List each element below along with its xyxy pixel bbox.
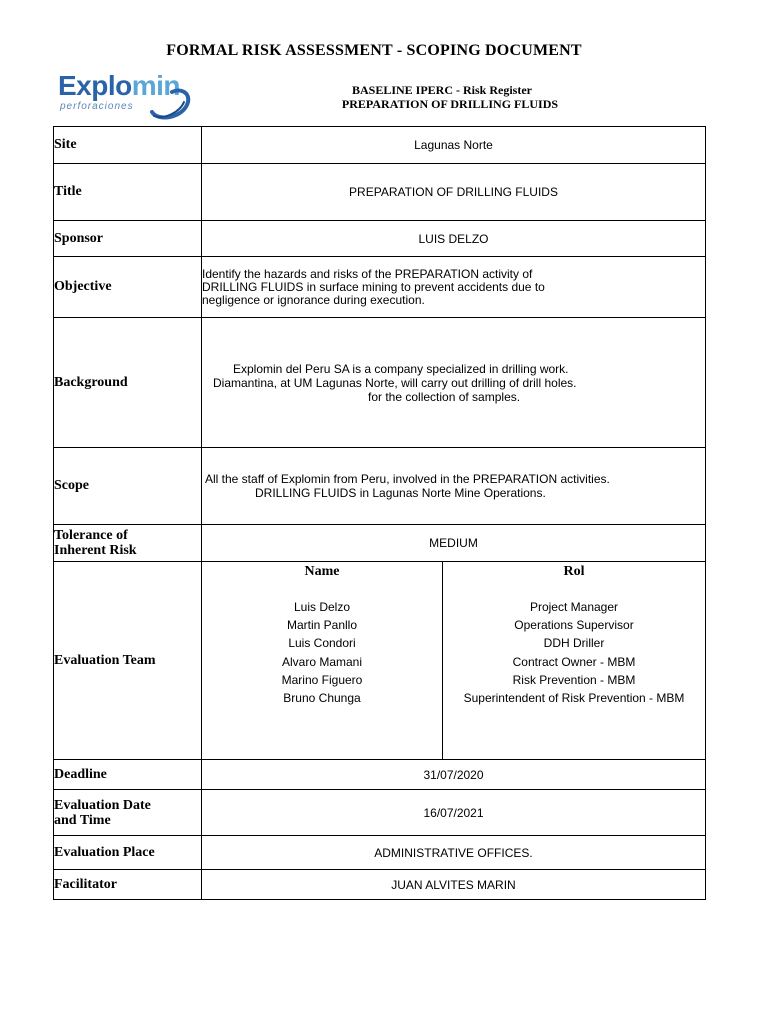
row-evaluation-place	[54, 836, 706, 870]
team-role-column	[443, 562, 706, 759]
evaluation-date-label-line: Evaluation Date	[54, 797, 151, 813]
background-line: for the collection of samples.	[368, 389, 521, 404]
tolerance-label-line: Inherent Risk	[54, 543, 137, 558]
tolerance-label	[54, 525, 202, 562]
header-line-2: PREPARATION OF DRILLING FLUIDS	[341, 97, 559, 111]
scoping-form-table	[53, 126, 706, 900]
row-tolerance	[54, 525, 706, 562]
team-member-name: Luis Delzo	[293, 600, 351, 614]
background-line: Explomin del Peru SA is a company specialized in drilling work.	[233, 361, 569, 376]
team-member-role: Risk Prevention - MBM	[512, 672, 636, 687]
scope-line: All the staff of Explomin from Peru, involved in the PREPARATION activities.	[205, 472, 610, 486]
title-label: Title	[54, 164, 202, 221]
sponsor-value: LUIS DELZO	[202, 221, 706, 257]
evaluation-date-value: 16/07/2021	[202, 790, 706, 836]
evaluation-team-label: Evaluation Team	[54, 562, 202, 760]
title-value: PREPARATION OF DRILLING FLUIDS	[202, 164, 706, 221]
logo-text-part1: Explo	[58, 70, 132, 101]
site-value: Lagunas Norte	[202, 127, 706, 164]
team-member-name: Luis Condori	[288, 636, 356, 651]
row-title	[54, 164, 706, 221]
tolerance-label-line: Tolerance of	[54, 528, 128, 543]
site-label: Site	[54, 127, 202, 164]
team-member-name: Marino Figuero	[281, 672, 363, 687]
deadline-label: Deadline	[54, 760, 202, 790]
team-role-header: Rol	[563, 564, 585, 579]
deadline-value: 31/07/2020	[202, 760, 706, 790]
tolerance-value: MEDIUM	[202, 525, 706, 562]
facilitator-label: Facilitator	[54, 870, 202, 900]
row-background	[54, 318, 706, 448]
row-evaluation-date	[54, 790, 706, 836]
facilitator-value: JUAN ALVITES MARIN	[202, 870, 706, 900]
header-line-1: BASELINE IPERC - Risk Register	[351, 83, 532, 97]
row-site	[54, 127, 706, 164]
evaluation-place-value: ADMINISTRATIVE OFFICES.	[202, 836, 706, 870]
scope-label: Scope	[54, 448, 202, 525]
team-member-role: DDH Driller	[543, 636, 605, 651]
team-member-name: Bruno Chunga	[283, 690, 361, 705]
row-evaluation-team	[54, 562, 706, 760]
row-scope	[54, 448, 706, 525]
team-member-role: Operations Supervisor	[514, 618, 634, 633]
row-facilitator	[54, 870, 706, 900]
logo-swoosh-icon	[144, 82, 192, 122]
row-deadline	[54, 760, 706, 790]
background-label: Background	[54, 318, 202, 448]
scope-value	[202, 448, 706, 525]
team-name-header: Name	[304, 564, 340, 579]
objective-line: Identify the hazards and risks of the PREPARATION activity of	[202, 266, 533, 281]
team-member-role: Superintendent of Risk Prevention - MBM	[463, 690, 685, 705]
logo-subtitle: perforaciones	[60, 101, 134, 112]
sponsor-label: Sponsor	[54, 221, 202, 257]
scope-line: DRILLING FLUIDS in Lagunas Norte Mine Operations.	[255, 486, 546, 500]
objective-line: negligence or ignorance during execution.	[202, 292, 425, 307]
evaluation-team-cell	[202, 562, 706, 760]
evaluation-date-label	[54, 790, 202, 836]
evaluation-date-label-line: and Time	[54, 812, 111, 828]
company-logo	[56, 70, 196, 128]
team-member-name: Alvaro Mamani	[281, 654, 363, 669]
objective-label: Objective	[54, 257, 202, 318]
evaluation-team-table	[202, 562, 705, 759]
team-member-name: Martin Panllo	[286, 618, 358, 633]
team-name-column	[202, 562, 443, 759]
objective-value	[202, 257, 706, 318]
team-member-role: Contract Owner - MBM	[512, 654, 636, 669]
team-member-role: Project Manager	[529, 600, 619, 614]
document-title: FORMAL RISK ASSESSMENT - SCOPING DOCUMENT	[166, 42, 582, 59]
row-objective	[54, 257, 706, 318]
evaluation-place-label: Evaluation Place	[54, 836, 202, 870]
row-sponsor	[54, 221, 706, 257]
background-value	[202, 318, 706, 448]
objective-line: DRILLING FLUIDS in surface mining to prevent accidents due to	[202, 279, 545, 294]
logo-text-part2: min	[131, 70, 181, 101]
background-line: Diamantina, at UM Lagunas Norte, will carry out drilling of drill holes.	[213, 375, 577, 390]
